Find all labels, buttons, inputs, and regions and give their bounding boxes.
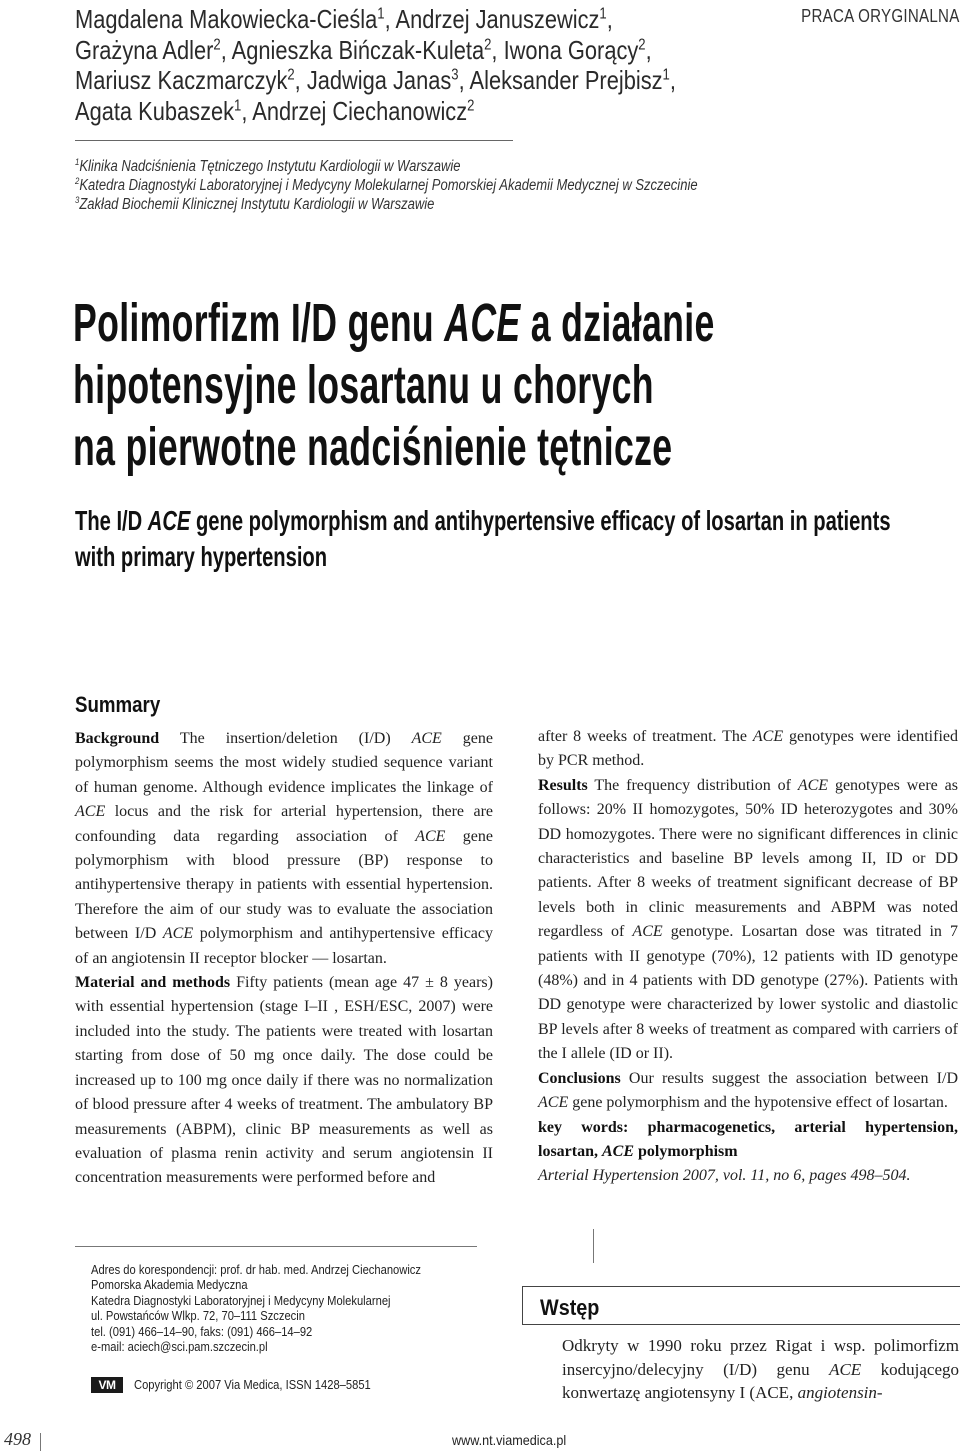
gene-name: ACE — [752, 728, 784, 745]
gene-name: ACE — [829, 1359, 862, 1379]
title-line: hipotensyjne losartanu u chorych — [73, 355, 654, 415]
abstract-text: genotypes were identified by PCR method. — [538, 728, 958, 770]
intro-text: kodującego konwertazę angiotensyny I (ACE, — [562, 1359, 959, 1402]
author-name: Jadwiga Janas — [306, 65, 452, 95]
journal-url: www.nt.viamedica.pl — [452, 1432, 567, 1448]
article-title-polish — [73, 292, 715, 478]
author-separator: , — [220, 34, 232, 65]
author-list — [75, 4, 676, 126]
author-name: Grażyna Adler — [75, 34, 214, 65]
author-separator: , — [241, 95, 253, 126]
title-line — [73, 292, 715, 354]
abstract-text: gene polymorphism and the hypotensive effect of losartan. — [568, 1094, 948, 1112]
intro-text: Odkryty w 1990 roku przez Rigat i wsp. polimorfizm insercyjno/delecyjny (I/D) genu — [562, 1336, 959, 1379]
affiliation-item — [75, 195, 698, 214]
author-name: Magdalena Makowiecka-Cieśla — [75, 4, 378, 34]
title-gene-name: ACE — [147, 505, 191, 536]
via-medica-logo: VM — [91, 1377, 123, 1393]
title-line — [75, 503, 891, 539]
author-name: Agata Kubaszek — [75, 95, 235, 126]
affiliation-text: Zakład Biochemii Klinicznej Instytutu Kardiologii w Warszawie — [79, 196, 435, 214]
gene-name: ACE — [75, 803, 106, 821]
author-name: Iwona Gorący — [503, 34, 639, 65]
title-text: gene polymorphism and antihypertensive efficacy of losartan in patients — [190, 505, 891, 536]
intro-heading: Wstęp — [540, 1295, 600, 1320]
author-affiliation-marker: 2 — [638, 35, 646, 53]
gene-name: ACE — [415, 827, 446, 845]
intro-paragraph — [562, 1334, 959, 1405]
title-text: Polimorfizm I/D genu — [73, 293, 445, 353]
abstract-text: polymorphism and antihypertensive efficacy of an angiotensin II receptor blocker — losartan. — [75, 925, 493, 967]
author-affiliation-marker: 1 — [599, 5, 607, 23]
page-number: 498 — [4, 1429, 31, 1449]
affiliation-text: Klinika Nadciśnienia Tętniczego Instytutu Kardiologii w Warszawie — [79, 158, 461, 175]
abstract-text: The frequency distribution of — [587, 776, 798, 794]
correspondence-address — [91, 1262, 421, 1354]
abstract-text: gene polymorphism with blood pressure (BP) response to antihypertensive therapy in patients with essential hypertension. Therefore the aim of our study was to evaluate the association between I/D — [75, 827, 494, 943]
abstract-text: after 8 weeks of treatment. The — [538, 728, 753, 745]
section-divider — [593, 1229, 594, 1263]
correspondence-line: Pomorska Akademia Medyczna — [91, 1277, 248, 1293]
abstract-section-label: Background — [75, 730, 160, 747]
article-title-english — [75, 503, 891, 575]
gene-name: ACE — [411, 730, 442, 747]
author-affiliation-marker: 2 — [287, 66, 295, 84]
title-text: The I/D — [75, 505, 148, 536]
title-gene-name: ACE — [444, 293, 521, 353]
author-line — [75, 4, 613, 35]
correspondence-email: e-mail: aciech@sci.pam.szczecin.pl — [91, 1339, 268, 1355]
author-line — [75, 96, 512, 127]
gene-name: ACE — [797, 776, 829, 794]
title-text: a działanie — [520, 293, 715, 353]
gene-name: ACE — [602, 1142, 635, 1160]
author-name: Andrzej Ciechanowicz — [252, 95, 468, 126]
abstract-column-right — [538, 725, 958, 1189]
author-affiliation-marker: 2 — [467, 96, 475, 114]
correspondence-divider — [75, 1246, 477, 1247]
abstract-text: Our results suggest the association between I/D — [620, 1069, 958, 1087]
abstract-text: locus and the risk for arterial hypertension, there are confounding data regarding association of — [75, 803, 493, 845]
gene-name: ACE — [632, 923, 663, 941]
gene-name: ACE — [162, 925, 194, 943]
abstract-column-left — [75, 727, 493, 1191]
affiliation-marker: 3 — [75, 195, 80, 206]
section-label: PRACA ORYGINALNA — [801, 6, 960, 26]
abstract-text: genotypes were as follows: 20% II homozygotes, 50% ID heterozygotes and 30% DD homozygotes. There were no significant differences in clinic characteristics and baseline BP levels among II, ID or DD patients. After 8 weeks of treatment significant decrease of BP levels both in clinic measurements and ABPM was noted regardless of — [538, 776, 958, 941]
author-separator: , — [491, 34, 504, 65]
title-line: na pierwotne nadciśnienie tętnicze — [73, 417, 673, 477]
abstract-text: The insertion/deletion (I/D) — [159, 730, 412, 747]
author-name: Mariusz Kaczmarczyk — [75, 65, 288, 95]
author-name: Aleksander Prejbisz — [469, 65, 663, 95]
abstract-text: gene polymorphism seems the most widely studied sequence variant of human genome. Although evidence implicates the linkage of — [75, 730, 493, 796]
journal-citation: Arterial Hypertension 2007, vol. 11, no 6, pages 498–504. — [538, 1167, 911, 1185]
keywords — [538, 1119, 958, 1160]
gene-name: ACE — [538, 1094, 569, 1112]
keywords-text: key words: pharmacogenetics, arterial hypertension, losartan, — [538, 1118, 958, 1160]
affiliation-marker: 2 — [75, 176, 80, 187]
author-affiliation-marker: 1 — [377, 5, 385, 23]
correspondence-line: ul. Powstańców Wlkp. 72, 70–111 Szczecin — [91, 1308, 305, 1324]
affiliation-item — [75, 176, 698, 195]
author-separator: , — [294, 65, 307, 95]
title-line: with primary hypertension — [75, 541, 328, 572]
author-separator: , — [384, 4, 396, 34]
author-affiliation-marker: 2 — [213, 35, 221, 53]
affiliation-marker: 1 — [75, 156, 80, 167]
affiliation-item — [75, 157, 698, 176]
summary-heading: Summary — [75, 692, 161, 717]
affiliation-list — [75, 157, 698, 215]
author-affiliation-marker: 1 — [662, 66, 670, 84]
author-separator: , — [458, 65, 470, 95]
author-separator: , — [606, 4, 613, 34]
abstract-text: Fifty patients (mean age 47 ± 8 years) with essential hypertension (stage I–II , ESH/ESC, 2007) were included into the study. The patients were treated with losartan starting from dose of 50 mg once daily. The dose could be increased up to 100 mg once daily if there was no normalization of blood pressure after 4 weeks of treatment. The ambulatory BP measurements (ABPM), clinic BP measurements as well as evaluation of plasma renin activity and serum angiotensin II concentration measurements were performed before and — [75, 974, 493, 1187]
author-name: Agnieszka Bińczak-Kuleta — [231, 34, 485, 65]
abstract-section-label: Results — [538, 776, 588, 794]
author-separator: , — [645, 34, 652, 65]
author-divider — [75, 140, 513, 141]
intro-text: angiotensin- — [797, 1383, 883, 1402]
author-name: Andrzej Januszewicz — [395, 4, 600, 34]
keywords-text: polymorphism — [634, 1142, 738, 1160]
author-affiliation-marker: 3 — [451, 66, 459, 84]
abstract-section-label: Conclusions — [538, 1069, 621, 1087]
abstract-text: genotype. Losartan dose was titrated in 7 patients with II genotype (70%), 12 patients with ID genotype (48%) and in 4 patients with DD genotype (27%). Patients with DD genotype were characterized by lower systolic and diastolic BP levels after 8 weeks of treatment as compared with carriers of the I allele (ID or II). — [538, 923, 959, 1063]
author-line — [75, 34, 652, 66]
author-separator: , — [669, 65, 676, 95]
page-number-divider — [40, 1433, 41, 1451]
affiliation-text: Katedra Diagnostyki Laboratoryjnej i Medycyny Molekularnej Pomorskiej Akademii Medycznej w Szczecinie — [79, 177, 698, 195]
correspondence-line: Adres do korespondencji: prof. dr hab. med. Andrzej Ciechanowicz — [91, 1262, 421, 1277]
abstract-section-label: Material and methods — [75, 974, 231, 992]
author-affiliation-marker: 1 — [234, 96, 242, 114]
author-affiliation-marker: 2 — [484, 35, 492, 53]
author-line — [75, 65, 676, 96]
correspondence-line: tel. (091) 466–14–90, faks: (091) 466–14–92 — [91, 1323, 313, 1339]
copyright-notice: Copyright © 2007 Via Medica, ISSN 1428–5851 — [134, 1377, 371, 1392]
correspondence-line: Katedra Diagnostyki Laboratoryjnej i Medycyny Molekularnej — [91, 1292, 391, 1308]
